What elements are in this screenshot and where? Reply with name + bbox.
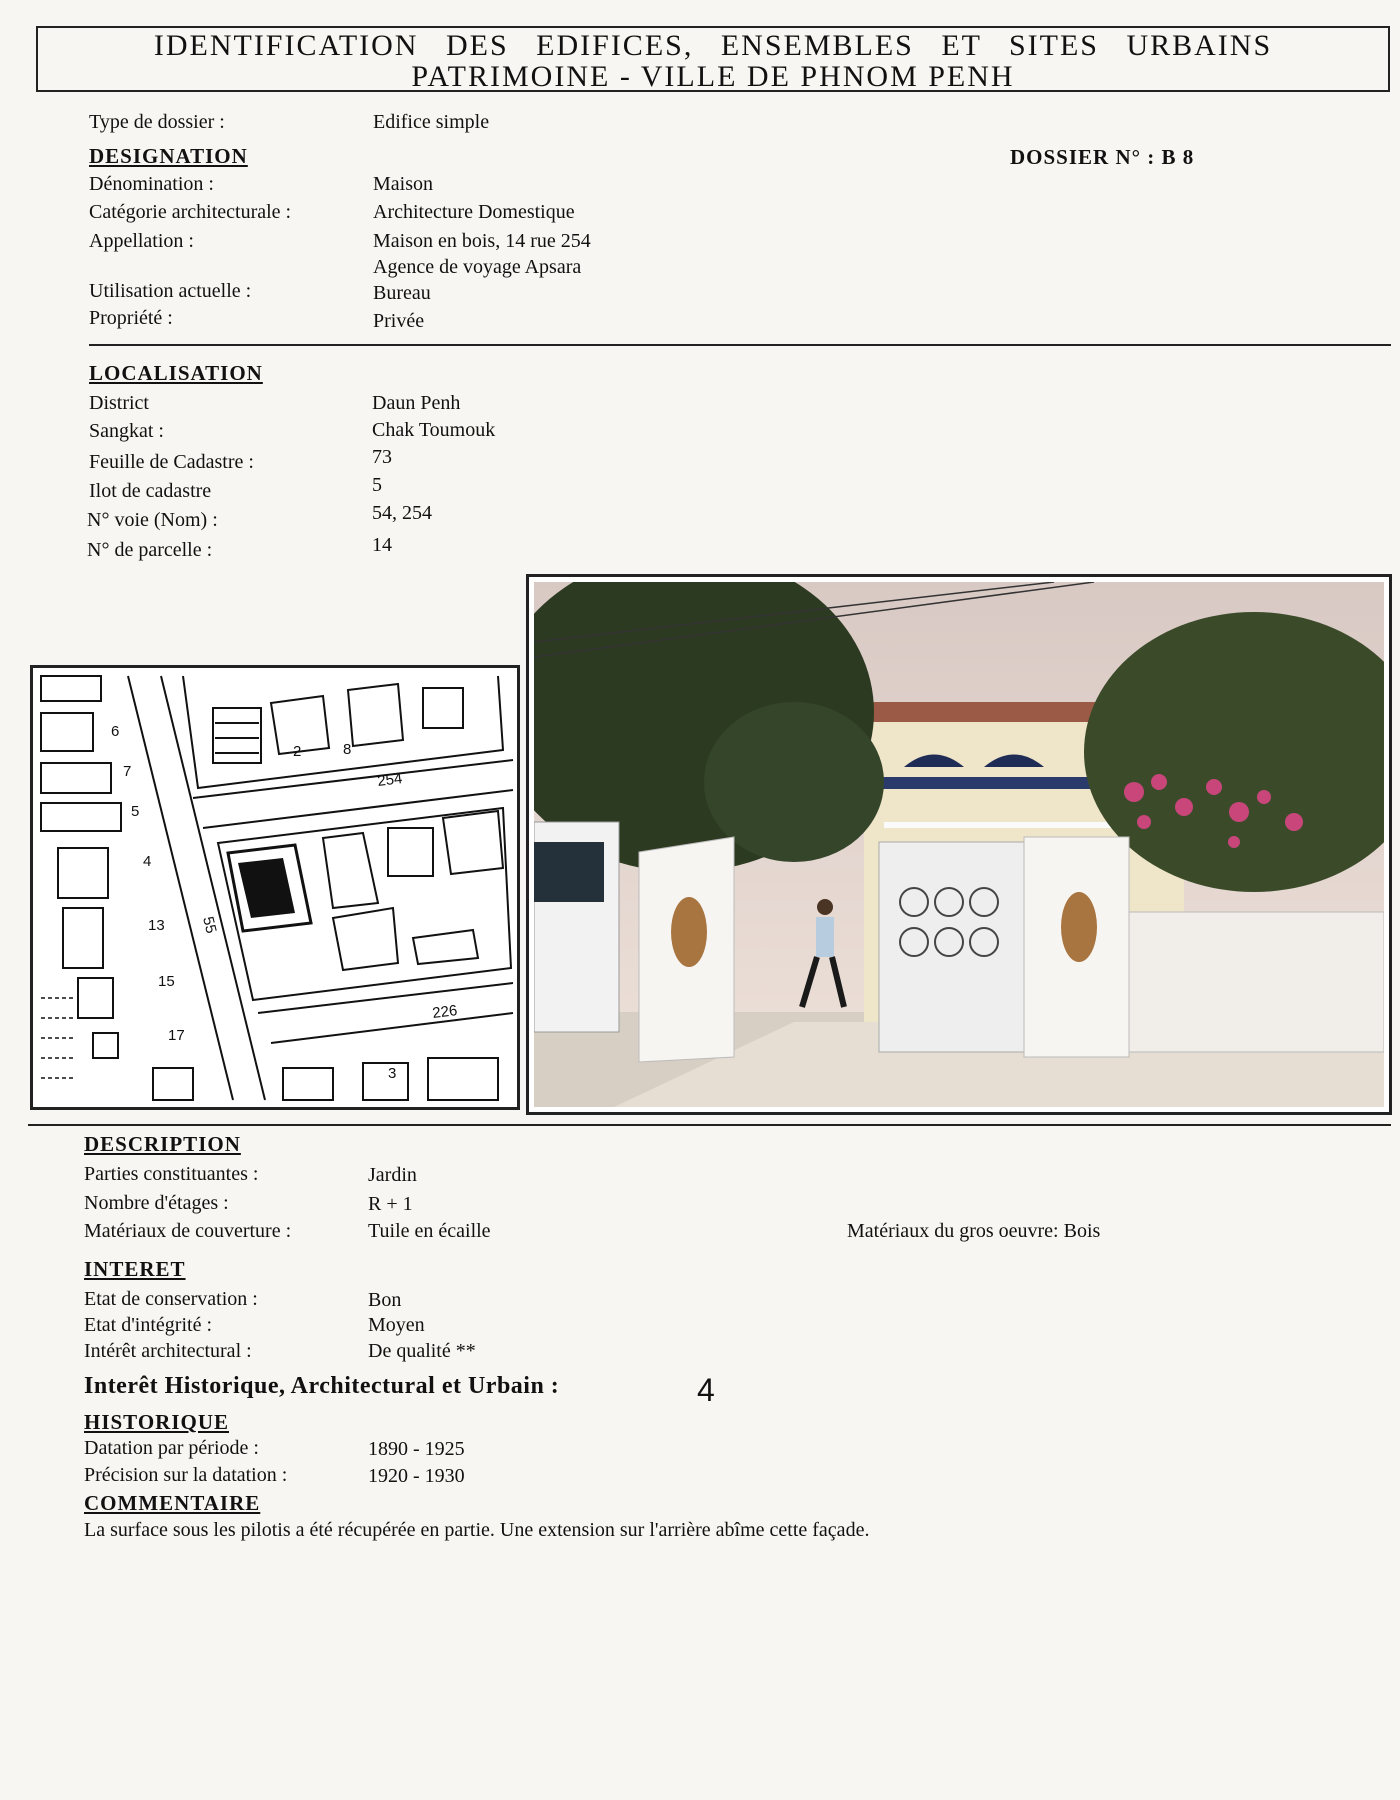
description-label-2: Matériaux de couverture : [84, 1220, 292, 1242]
localisation-label-2: Feuille de Cadastre : [89, 451, 254, 473]
pedestrian [816, 917, 834, 957]
interet-label-0: Etat de conservation : [84, 1288, 258, 1310]
parcel-number-6: 17 [168, 1027, 185, 1044]
van-windshield [534, 842, 604, 902]
parcel-left-1 [41, 713, 93, 751]
designation-label-1: Catégorie architecturale : [89, 201, 292, 223]
parcel-number-4: 13 [148, 917, 165, 934]
left-pillar-ornament [671, 897, 707, 967]
parcel-central-1 [323, 833, 378, 908]
street-label-226: 226 [431, 1002, 459, 1022]
overall-interest-label: Interêt Historique, Architectural et Urbain : [84, 1373, 560, 1399]
designation-label-0: Dénomination : [89, 173, 214, 195]
parcel-left-7 [93, 1033, 118, 1058]
parcel-upper-1 [213, 708, 261, 763]
description-label-1: Nombre d'étages : [84, 1192, 229, 1214]
title-line-1: IDENTIFICATION DES EDIFICES, ENSEMBLES ET SITES URBAINS [153, 29, 1273, 62]
parcel-upper-3 [348, 684, 403, 746]
designation-value-3: Agence de voyage Apsara [373, 256, 582, 278]
parcel-left-0 [41, 676, 101, 701]
designation-value-5: Privée [373, 310, 425, 332]
designation-label-2: Appellation : [89, 230, 194, 252]
parcel-number-8: 2 [293, 743, 302, 760]
historique-label-1: Précision sur la datation : [84, 1464, 288, 1486]
localisation-value-3: 5 [372, 474, 382, 496]
street-label-254: 254 [376, 770, 404, 790]
designation-value-4: Bureau [373, 282, 431, 304]
parcel-number-2: 5 [131, 803, 140, 820]
parcel-number-5: 15 [158, 973, 175, 990]
interet-value-1: Moyen [368, 1314, 425, 1336]
parcel-central-4 [333, 908, 398, 970]
designation-heading: DESIGNATION [89, 144, 248, 168]
parcel-bottom-3 [428, 1058, 498, 1100]
localisation-value-4: 54, 254 [372, 502, 432, 524]
localisation-value-5: 14 [372, 534, 392, 556]
designation-label-5: Propriété : [89, 307, 173, 329]
type-dossier-label: Type de dossier : [89, 111, 225, 133]
localisation-label-1: Sangkat : [89, 420, 164, 442]
cadastre-map-panel [30, 665, 520, 1110]
parcel-left-2 [41, 763, 111, 793]
historique-label-0: Datation par période : [84, 1437, 259, 1459]
description-label-0: Parties constituantes : [84, 1163, 259, 1185]
parcel-left-4 [58, 848, 108, 898]
target-building [238, 858, 295, 918]
title-line-2: PATRIMOINE - VILLE DE PHNOM PENH [411, 60, 1015, 93]
parcel-central-3 [443, 811, 503, 874]
interet-heading: INTERET [84, 1257, 186, 1281]
localisation-label-0: District [89, 392, 149, 414]
parcel-bottom-2 [363, 1063, 408, 1100]
divider-designation [89, 344, 1391, 346]
designation-label-4: Utilisation actuelle : [89, 280, 252, 302]
parcel-number-1: 7 [123, 763, 132, 780]
interet-label-1: Etat d'intégrité : [84, 1314, 213, 1336]
parcel-left-3 [41, 803, 121, 831]
gros-oeuvre-materials: Matériaux du gros oeuvre: Bois [847, 1220, 1101, 1242]
parcel-central-2 [388, 828, 433, 876]
localisation-value-0: Daun Penh [372, 392, 461, 414]
commentaire-text: La surface sous les pilotis a été récupérée en partie. Une extension sur l'arrière abîme cette façade. [84, 1519, 870, 1541]
street-226-edge-bottom [271, 1013, 513, 1043]
interet-label-2: Intérêt architectural : [84, 1340, 252, 1362]
boundary-wall [1129, 912, 1384, 1052]
localisation-label-4: N° voie (Nom) : [87, 509, 218, 531]
designation-value-1: Architecture Domestique [373, 201, 575, 223]
street-254-edge-bottom [203, 790, 513, 828]
localisation-value-2: 73 [372, 446, 392, 468]
commentaire-heading: COMMENTAIRE [84, 1491, 261, 1515]
description-value-2: Tuile en écaille [368, 1220, 491, 1242]
right-pillar-ornament [1061, 892, 1097, 962]
historique-heading: HISTORIQUE [84, 1410, 229, 1434]
parcel-upper-4 [423, 688, 463, 728]
type-dossier-value: Edifice simple [373, 111, 490, 133]
parcel-left-5 [63, 908, 103, 968]
description-value-0: Jardin [368, 1164, 417, 1186]
building-photo [534, 582, 1384, 1107]
parcel-bottom-1 [283, 1068, 333, 1100]
localisation-value-1: Chak Toumouk [372, 419, 496, 441]
pedestrian-head [817, 899, 833, 915]
description-value-1: R + 1 [368, 1193, 413, 1215]
historique-value-1: 1920 - 1930 [368, 1465, 465, 1487]
cadastre-map [33, 668, 517, 1107]
photo-panel [526, 574, 1392, 1115]
overall-interest-score: 4 [697, 1372, 715, 1408]
historique-value-0: 1890 - 1925 [368, 1438, 465, 1460]
upper-block [183, 676, 503, 788]
street-label-55: 55 [199, 914, 220, 936]
parcel-number-7: 3 [388, 1065, 397, 1082]
localisation-label-3: Ilot de cadastre [89, 480, 212, 502]
description-heading: DESCRIPTION [84, 1132, 241, 1156]
designation-value-0: Maison [373, 173, 433, 195]
localisation-heading: LOCALISATION [89, 361, 263, 385]
parcel-number-3: 4 [143, 853, 152, 870]
document-title-box [36, 26, 1390, 92]
dossier-number: DOSSIER N° : B 8 [1010, 145, 1195, 169]
parcel-number-9: 8 [343, 741, 352, 758]
parcel-central-5 [413, 930, 478, 964]
street-226-edge-top [258, 983, 513, 1013]
interet-value-2: De qualité ** [368, 1340, 476, 1362]
interet-value-0: Bon [368, 1289, 402, 1311]
street-254-edge-top [193, 760, 513, 798]
designation-value-2: Maison en bois, 14 rue 254 [373, 230, 591, 252]
divider-photos [28, 1124, 1391, 1126]
parcel-bottom-4 [153, 1068, 193, 1100]
parcel-left-6 [78, 978, 113, 1018]
localisation-label-5: N° de parcelle : [87, 539, 213, 561]
parcel-number-0: 6 [111, 723, 120, 740]
